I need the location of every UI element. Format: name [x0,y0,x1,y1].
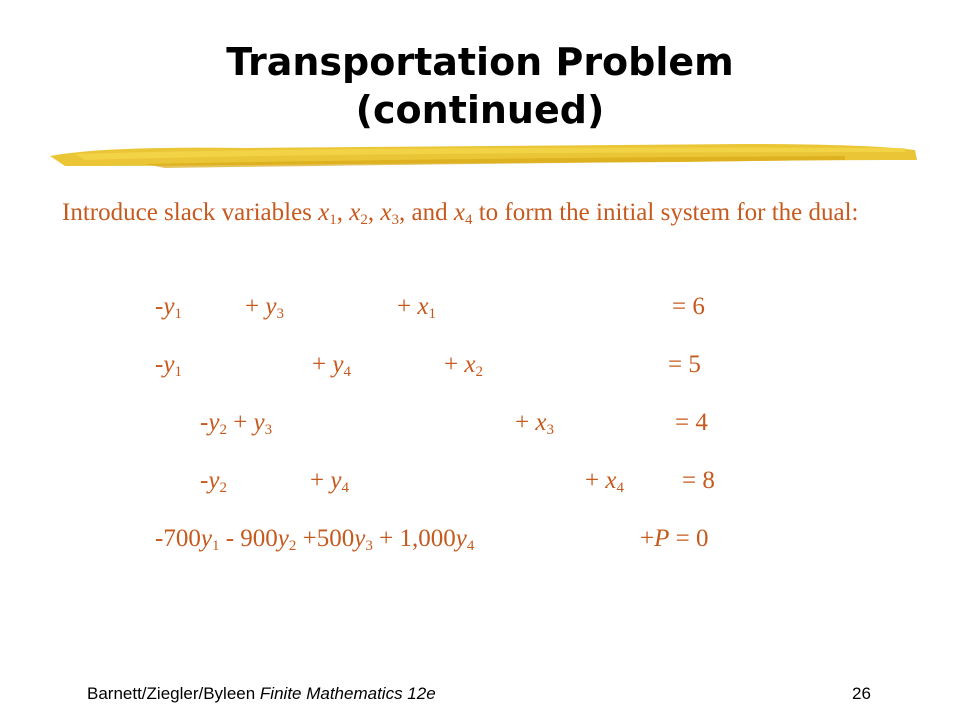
page-number: 26 [852,684,871,703]
brush-stroke-underline [45,138,920,176]
footer-citation: Barnett/Ziegler/Byleen Finite Mathematics 12e [87,684,436,703]
title-line-2: (continued) [355,88,605,132]
title-line-1: Transportation Problem [226,40,734,84]
slide: Transportation Problem (continued) Introduce slack variables $x_1$, $x_2$, $x_3$, and $x_4$ to form the initial system for the dual: $-y_1$ + $y_3$ + $x_1$ = 6 $-y_1$ + $y_4$ + $x_2$ = 5 $-y_2 + y_3$ + $x_3$ = 4 $-y_2$ + $y_4$ + $x_4$ = 8 $-700y_1 - 900y_2 +500y_3 + 1,000y_4$ +P = 0 Barnett/Ziegler/Byleen Finite Mathematics 12e 26 [0,0,960,720]
intro-paragraph: Introduce slack variables $x_1$, $x_2$, $x_3$, and $x_4$ to form the initial system for the dual: [62,199,859,228]
slide-title [130,38,830,134]
